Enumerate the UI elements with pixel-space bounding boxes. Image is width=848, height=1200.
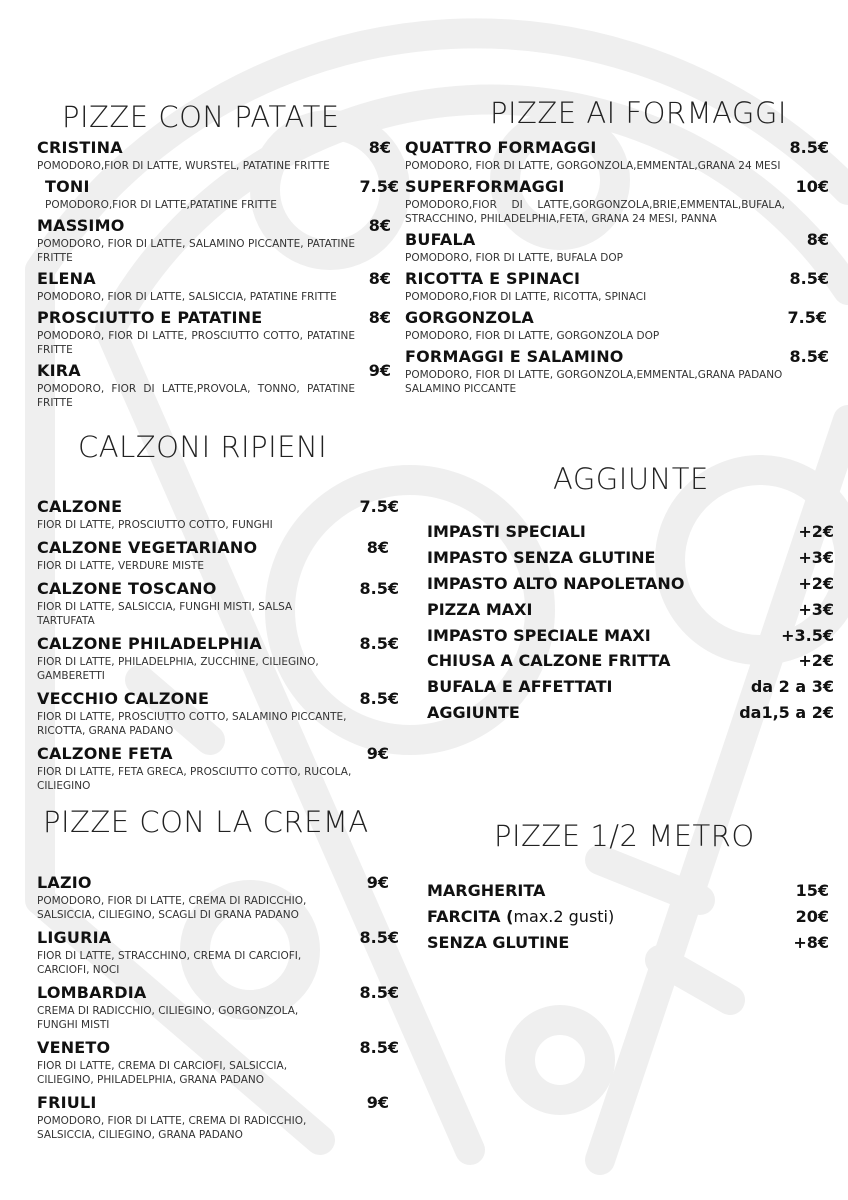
item-price: 8€: [368, 138, 391, 157]
menu-item: [37, 497, 399, 532]
menu-section-calzoni: [37, 497, 399, 797]
item-description: FIOR DI LATTE, PROSCIUTTO COTTO, FUNGHI: [37, 519, 273, 531]
extra-price: +3.5€: [781, 625, 834, 645]
item-name: VECCHIO CALZONE: [37, 689, 210, 708]
menu-item: [405, 308, 829, 343]
item-price: 7.5€: [787, 308, 827, 327]
half-meter-name: SENZA GLUTINE: [427, 932, 570, 952]
menu-section-patate: [37, 138, 399, 414]
extra-price: +2€: [798, 651, 834, 671]
section-title-metro: PIZZE 1/2 METRO: [494, 819, 755, 853]
menu-item: [37, 1093, 399, 1142]
menu-section-crema: [37, 873, 399, 1146]
item-description: POMODORO, FIOR DI LATTE, GORGONZOLA,EMMENTAL,GRANA 24 MESI: [405, 160, 781, 172]
extra-row: [427, 596, 834, 622]
half-meter-name: MARGHERITA: [427, 881, 546, 901]
item-name: TONI: [45, 177, 90, 196]
item-description: FIOR DI LATTE, STRACCHINO, CREMA DI CARCIOFI, CARCIOFI, NOCI: [37, 950, 302, 976]
item-price: 8€: [366, 538, 389, 557]
section-title-formaggi: PIZZE AI FORMAGGI: [490, 96, 787, 130]
extra-name: IMPASTI SPECIALI: [427, 522, 586, 542]
item-name: SUPERFORMAGGI: [405, 177, 565, 196]
item-price: 8.5€: [359, 1038, 399, 1057]
item-price: 8€: [368, 308, 391, 327]
extra-price: +2€: [798, 522, 834, 542]
item-description: CREMA DI RADICCHIO, CILIEGINO, GORGONZOLA, FUNGHI MISTI: [37, 1005, 299, 1031]
half-meter-price: 15€: [795, 881, 829, 901]
extra-name: IMPASTO ALTO NAPOLETANO: [427, 573, 685, 593]
menu-item: [37, 308, 391, 357]
menu-item: [37, 216, 391, 265]
section-title-crema: PIZZE CON LA CREMA: [43, 805, 369, 839]
extra-name: IMPASTO SENZA GLUTINE: [427, 548, 656, 568]
item-name: CALZONE: [37, 497, 123, 516]
item-description: POMODORO, FIOR DI LATTE, PROSCIUTTO COTTO, PATATINE FRITTE: [37, 330, 355, 356]
item-price: 7.5€: [359, 497, 399, 516]
item-description: POMODORO, FIOR DI LATTE, SALAMINO PICCANTE, PATATINE FRITTE: [37, 238, 355, 264]
item-price: 9€: [368, 361, 391, 380]
item-price: 8.5€: [359, 579, 399, 598]
menu-section-formaggi: [405, 138, 829, 400]
section-title-aggiunte: AGGIUNTE: [553, 462, 709, 496]
extra-row: [427, 700, 834, 726]
menu-item: [37, 873, 399, 922]
menu-item: [37, 538, 399, 573]
item-description: POMODORO,FIOR DI LATTE, RICOTTA, SPINACI: [405, 291, 647, 303]
item-name: KIRA: [37, 361, 81, 380]
item-price: 8.5€: [359, 928, 399, 947]
item-description: POMODORO, FIOR DI LATTE, SALSICCIA, PATATINE FRITTE: [37, 291, 337, 303]
extra-name: BUFALA E AFFETTATI: [427, 677, 613, 697]
item-price: 8.5€: [789, 138, 829, 157]
item-description: FIOR DI LATTE, PROSCIUTTO COTTO, SALAMINO PICCANTE, RICOTTA, GRANA PADANO: [37, 711, 347, 737]
extra-price: da1,5 a 2€: [739, 702, 834, 722]
item-name: CALZONE FETA: [37, 744, 173, 763]
half-meter-row: [427, 930, 829, 956]
half-meter-price: +8€: [793, 932, 829, 952]
menu-item: [37, 269, 391, 304]
item-name: CALZONE TOSCANO: [37, 579, 217, 598]
item-name: LOMBARDIA: [37, 983, 147, 1002]
extra-name: IMPASTO SPECIALE MAXI: [427, 625, 651, 645]
extra-row: [427, 648, 834, 674]
extra-name: AGGIUNTE: [427, 702, 520, 722]
menu-item: [37, 1038, 399, 1087]
menu-item: [37, 634, 399, 683]
item-price: 8.5€: [789, 269, 829, 288]
item-price: 9€: [366, 873, 389, 892]
item-name: FORMAGGI E SALAMINO: [405, 347, 624, 366]
item-price: 8.5€: [789, 347, 829, 366]
menu-item: [405, 230, 829, 265]
item-description: POMODORO,FIOR DI LATTE, WURSTEL, PATATINE FRITTE: [37, 160, 330, 172]
item-price: 8.5€: [359, 983, 399, 1002]
extra-name: PIZZA MAXI: [427, 599, 533, 619]
half-meter-row: [427, 904, 829, 930]
section-title-patate: PIZZE CON PATATE: [62, 100, 340, 134]
section-title-calzoni: CALZONI RIPIENI: [78, 430, 328, 464]
item-description: FIOR DI LATTE, PHILADELPHIA, ZUCCHINE, CILIEGINO, GAMBERETTI: [37, 656, 319, 682]
item-description: FIOR DI LATTE, SALSICCIA, FUNGHI MISTI, SALSA TARTUFATA: [37, 601, 293, 627]
menu-item: [405, 347, 829, 396]
item-name: FRIULI: [37, 1093, 97, 1112]
item-description: FIOR DI LATTE, VERDURE MISTE: [37, 560, 204, 572]
item-name: QUATTRO FORMAGGI: [405, 138, 597, 157]
item-name: CALZONE VEGETARIANO: [37, 538, 258, 557]
item-price: 8.5€: [359, 689, 399, 708]
menu-item: [37, 928, 399, 977]
item-price: 9€: [366, 1093, 389, 1112]
extra-price: +3€: [798, 548, 834, 568]
half-meter-price: 20€: [795, 907, 829, 927]
menu-item: [45, 177, 399, 212]
item-name: ELENA: [37, 269, 96, 288]
item-price: 7.5€: [359, 177, 399, 196]
item-name: CRISTINA: [37, 138, 123, 157]
item-description: POMODORO,FIOR DI LATTE,GORGONZOLA,BRIE,EMMENTAL,BUFALA, STRACCHINO, PHILADELPHIA,FETA, GRANA 24 MESI, PANNA: [405, 199, 785, 225]
menu-item: [37, 689, 399, 738]
item-name: LIGURIA: [37, 928, 112, 947]
item-name: GORGONZOLA: [405, 308, 534, 327]
item-name: BUFALA: [405, 230, 476, 249]
item-description: POMODORO, FIOR DI LATTE, GORGONZOLA,EMMENTAL,GRANA PADANO SALAMINO PICCANTE: [405, 369, 783, 395]
menu-item: [405, 177, 829, 226]
extra-price: da 2 a 3€: [750, 677, 834, 697]
menu-item: [37, 361, 391, 410]
item-description: POMODORO, FIOR DI LATTE, BUFALA DOP: [405, 252, 623, 264]
extra-row: [427, 545, 834, 571]
item-price: 9€: [366, 744, 389, 763]
menu-item: [37, 744, 399, 793]
item-name: LAZIO: [37, 873, 92, 892]
menu-item: [405, 138, 829, 173]
item-description: FIOR DI LATTE, CREMA DI CARCIOFI, SALSICCIA, CILIEGINO, PHILADELPHIA, GRANA PADANO: [37, 1060, 288, 1086]
extra-row: [427, 571, 834, 597]
item-description: POMODORO,FIOR DI LATTE,PATATINE FRITTE: [45, 199, 277, 211]
extra-name: CHIUSA A CALZONE FRITTA: [427, 651, 671, 671]
menu-item: [405, 269, 829, 304]
extra-row: [427, 674, 834, 700]
extra-price: +2€: [798, 573, 834, 593]
item-description: POMODORO, FIOR DI LATTE, CREMA DI RADICCHIO, SALSICCIA, CILIEGINO, GRANA PADANO: [37, 1115, 307, 1141]
item-price: 8€: [368, 269, 391, 288]
item-price: 10€: [795, 177, 829, 196]
half-meter-row: [427, 878, 829, 904]
menu-item: [37, 138, 391, 173]
menu-item: [37, 983, 399, 1032]
item-name: VENETO: [37, 1038, 111, 1057]
extras-list: [427, 519, 834, 725]
half-meter-name: FARCITA (max.2 gusti): [427, 907, 615, 927]
item-description: POMODORO, FIOR DI LATTE, GORGONZOLA DOP: [405, 330, 660, 342]
extra-row: [427, 622, 834, 648]
half-meter-list: [427, 878, 829, 955]
item-description: POMODORO, FIOR DI LATTE,PROVOLA, TONNO, PATATINE FRITTE: [37, 383, 355, 409]
item-price: 8€: [368, 216, 391, 235]
item-price: 8€: [806, 230, 829, 249]
item-name: CALZONE PHILADELPHIA: [37, 634, 262, 653]
item-name: PROSCIUTTO E PATATINE: [37, 308, 263, 327]
extra-row: [427, 519, 834, 545]
item-name: MASSIMO: [37, 216, 125, 235]
item-price: 8.5€: [359, 634, 399, 653]
menu-item: [37, 579, 399, 628]
item-description: FIOR DI LATTE, FETA GRECA, PROSCIUTTO COTTO, RUCOLA, CILIEGINO: [37, 766, 352, 792]
item-name: RICOTTA E SPINACI: [405, 269, 581, 288]
item-description: POMODORO, FIOR DI LATTE, CREMA DI RADICCHIO, SALSICCIA, CILIEGINO, SCAGLI DI GRANA PADANO: [37, 895, 307, 921]
extra-price: +3€: [798, 599, 834, 619]
